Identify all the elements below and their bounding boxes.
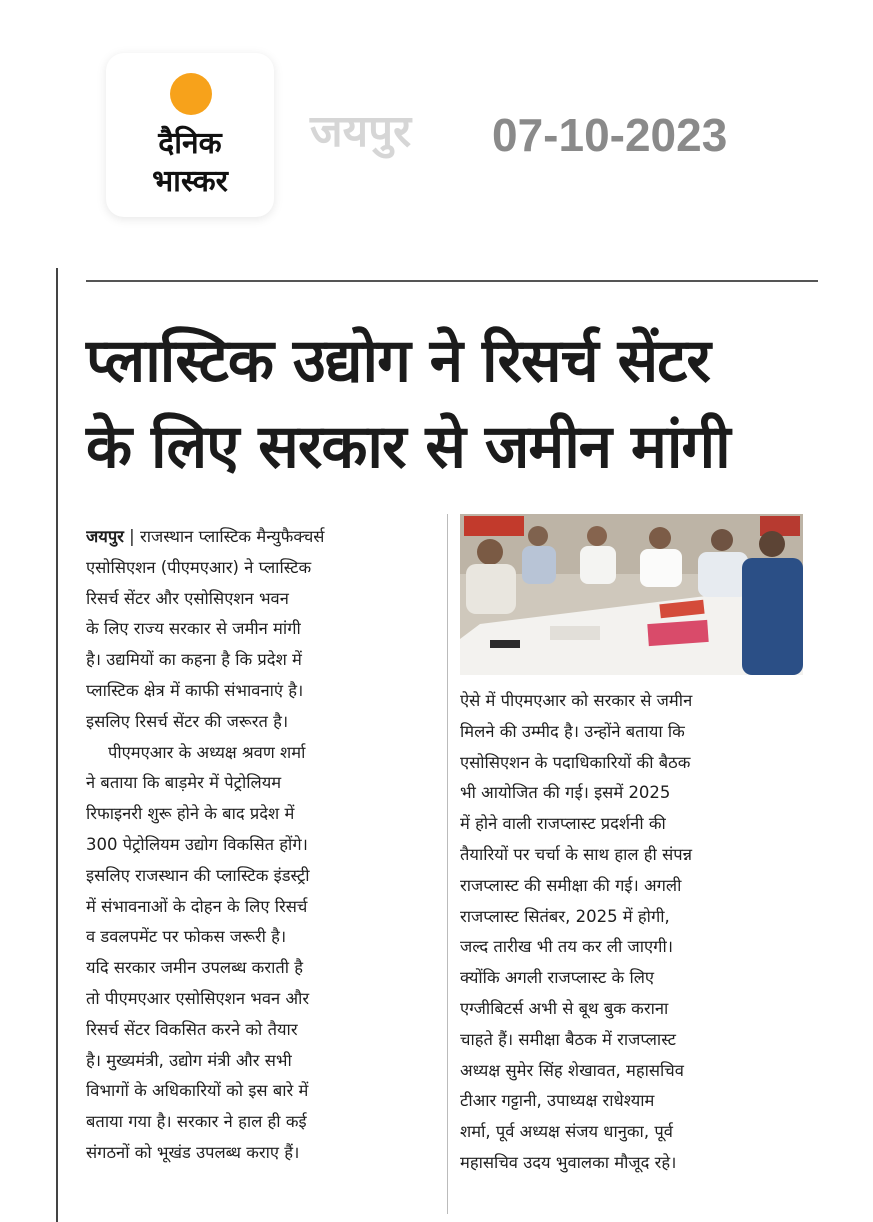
body-line: क्योंकि अगली राजप्लास्ट के लिए bbox=[460, 968, 655, 988]
body-line: अध्यक्ष सुमेर सिंह शेखावत, महासचिव bbox=[460, 1060, 684, 1080]
body-line: जल्द तारीख भी तय कर ली जाएगी। bbox=[460, 937, 673, 957]
body-line: में होने वाली राजप्लास्ट प्रदर्शनी की bbox=[460, 814, 666, 834]
body-line: तैयारियों पर चर्चा के साथ हाल ही संपन्न bbox=[460, 844, 693, 864]
meeting-photo bbox=[460, 514, 803, 675]
logo-text-line-1: दैनिक bbox=[158, 126, 222, 161]
body-line: रिफाइनरी शुरू होने के बाद प्रदेश में bbox=[86, 804, 295, 824]
body-line: इसलिए रिसर्च सेंटर की जरूरत है। bbox=[86, 711, 289, 731]
headline bbox=[86, 318, 826, 490]
column-divider bbox=[447, 514, 448, 1214]
body-line: टीआर गट्टानी, उपाध्यक्ष राधेश्याम bbox=[460, 1091, 655, 1111]
body-line: एग्जीबिटर्स अभी से बूथ बुक कराना bbox=[460, 998, 669, 1018]
body-line: संगठनों को भूखंड उपलब्ध कराए हैं। bbox=[86, 1142, 300, 1162]
headline-line-1: प्लास्टिक उद्योग ने रिसर्च सेंटर bbox=[86, 326, 710, 396]
body-line: व डवलपमेंट पर फोकस जरूरी है। bbox=[86, 927, 287, 947]
body-line: बताया गया है। सरकार ने हाल ही कई bbox=[86, 1112, 307, 1132]
body-line: यदि सरकार जमीन उपलब्ध कराती है bbox=[86, 958, 304, 978]
body-line: भी आयोजित की गई। इसमें 2025 bbox=[460, 783, 671, 803]
body-line: के लिए राज्य सरकार से जमीन मांगी bbox=[86, 619, 301, 639]
dateline: जयपुर bbox=[86, 527, 124, 546]
body-line: रिसर्च सेंटर विकसित करने को तैयार bbox=[86, 1019, 298, 1039]
body-line-text: राजस्थान प्लास्टिक मैन्युफैक्चर्स bbox=[140, 527, 325, 546]
body-line: शर्मा, पूर्व अध्यक्ष संजय धानुका, पूर्व bbox=[460, 1122, 673, 1142]
edition-date: 07-10-2023 bbox=[492, 109, 728, 161]
body-line: मिलने की उम्मीद है। उन्होंने बताया कि bbox=[460, 721, 685, 741]
body-line: चाहते हैं। समीक्षा बैठक में राजप्लास्ट bbox=[460, 1029, 676, 1049]
article-body-right-column bbox=[460, 686, 812, 1179]
dainik-bhaskar-logo bbox=[106, 53, 274, 217]
body-line: तो पीएमएआर एसोसिएशन भवन और bbox=[86, 988, 310, 1008]
body-line: रिसर्च सेंटर और एसोसिएशन भवन bbox=[86, 588, 289, 608]
body-line: महासचिव उदय भुवालका मौजूद रहे। bbox=[460, 1152, 677, 1172]
headline-line-2: के लिए सरकार से जमीन मांगी bbox=[86, 412, 730, 482]
body-line: राजप्लास्ट सितंबर, 2025 में होगी, bbox=[460, 906, 670, 926]
body-line: राजप्लास्ट की समीक्षा की गई। अगली bbox=[460, 875, 682, 895]
edition-city: जयपुर bbox=[310, 106, 412, 157]
body-line: प्लास्टिक क्षेत्र में काफी संभावनाएं है। bbox=[86, 680, 304, 700]
body-line: 300 पेट्रोलियम उद्योग विकसित होंगे। bbox=[86, 834, 308, 854]
body-line: एसोसिएशन (पीएमएआर) ने प्लास्टिक bbox=[86, 557, 312, 577]
body-line: जयपुर | राजस्थान प्लास्टिक मैन्युफैक्चर्स bbox=[86, 527, 325, 546]
article-body-left-column bbox=[86, 522, 438, 1169]
body-line: है। उद्यमियों का कहना है कि प्रदेश में bbox=[86, 650, 302, 670]
clipping-top-rule bbox=[86, 280, 818, 282]
body-line: एसोसिएशन के पदाधिकारियों की बैठक bbox=[460, 752, 691, 772]
body-line: ने बताया कि बाड़मेर में पेट्रोलियम bbox=[86, 773, 282, 793]
body-line: इसलिए राजस्थान की प्लास्टिक इंडस्ट्री bbox=[86, 865, 310, 885]
sun-icon bbox=[170, 73, 212, 115]
body-line: है। मुख्यमंत्री, उद्योग मंत्री और सभी bbox=[86, 1050, 292, 1070]
logo-text-line-2: भास्कर bbox=[152, 164, 228, 199]
body-line: में संभावनाओं के दोहन के लिए रिसर्च bbox=[86, 896, 308, 916]
body-line: विभागों के अधिकारियों को इस बारे में bbox=[86, 1081, 309, 1101]
clipping-left-rule bbox=[56, 268, 58, 1222]
body-line: पीएमएआर के अध्यक्ष श्रवण शर्मा bbox=[108, 742, 306, 762]
body-line: ऐसे में पीएमएआर को सरकार से जमीन bbox=[460, 691, 693, 710]
